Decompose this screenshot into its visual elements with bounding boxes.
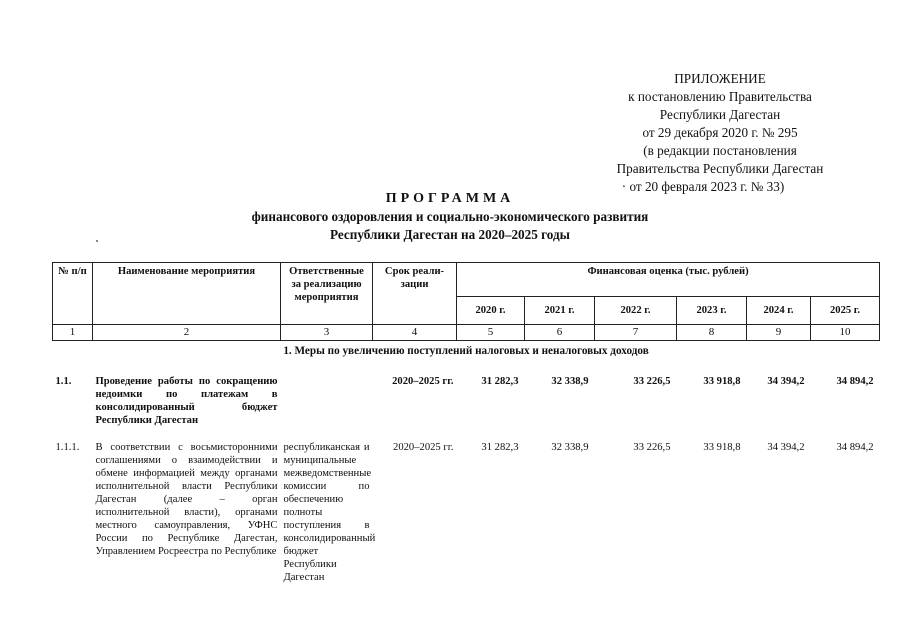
column-number: 6 xyxy=(525,325,595,341)
row-value: 32 338,9 xyxy=(551,376,589,387)
appendix-line: ПРИЛОЖЕНИЕ xyxy=(674,71,766,86)
column-number: 8 xyxy=(677,325,747,341)
title-line: Республики Дагестан на 2020–2025 годы xyxy=(330,227,570,242)
column-number: 9 xyxy=(747,325,811,341)
column-number: 2 xyxy=(93,325,281,341)
row-value: 33 226,5 xyxy=(633,442,671,453)
row-value: 33 918,8 xyxy=(703,376,741,387)
header-year: 2020 г. xyxy=(457,297,525,325)
header-financial: Финансовая оценка (тыс. рублей) xyxy=(457,263,880,297)
row-name: Проведение работы по сокращению недоимки по платежам в консолидированный бюджет Республики Дагестан xyxy=(95,376,278,426)
appendix-line: · от 20 февраля 2023 г. № 33) xyxy=(621,179,785,194)
header-responsible: Ответственные за реализацию мероприятия xyxy=(281,263,373,325)
row-value: 31 282,3 xyxy=(481,442,519,453)
appendix-line: от 29 декабря 2020 г. № 295 xyxy=(642,125,798,140)
row-number: 1.1.1. xyxy=(55,442,80,453)
appendix-line: Республики Дагестан xyxy=(659,107,781,122)
program-heading: ПРОГРАММА xyxy=(385,191,515,206)
row-value: 31 282,3 xyxy=(481,376,519,387)
appendix-line: Правительства Республики Дагестан xyxy=(616,161,824,176)
row-name: В соответствии с восьмисторонними соглашениями о взаимодействии и обмене информацией между органами исполнительной власти Республики Дагестан (далее – орган исполнительной власти), органами местного самоуправления, УФНС России по Республике Дагестан, Управлением Росреестра по Республике xyxy=(95,442,278,557)
row-value: 33 226,5 xyxy=(633,376,671,387)
column-number: 10 xyxy=(811,325,880,341)
column-number: 3 xyxy=(281,325,373,341)
header-year: 2023 г. xyxy=(677,297,747,325)
program-table xyxy=(52,262,880,586)
row-value: 34 394,2 xyxy=(767,442,805,453)
column-number: 5 xyxy=(457,325,525,341)
header-year: 2025 г. xyxy=(811,297,880,325)
section-heading: 1. Меры по увеличению поступлений налоговых и неналоговых доходов xyxy=(53,341,880,374)
row-value: 34 894,2 xyxy=(836,376,874,387)
row-responsible xyxy=(281,373,373,439)
row-value: 34 394,2 xyxy=(767,376,805,387)
appendix-line: (в редакции постановления xyxy=(643,143,797,158)
header-year: 2021 г. xyxy=(525,297,595,325)
scan-speck xyxy=(96,240,98,242)
column-number: 1 xyxy=(53,325,93,341)
header-year: 2024 г. xyxy=(747,297,811,325)
header-year: 2022 г. xyxy=(595,297,677,325)
row-value: 32 338,9 xyxy=(551,442,589,453)
appendix-block xyxy=(590,70,850,196)
header-period: Срок реали-зации xyxy=(373,263,457,325)
row-period: 2020–2025 гг. xyxy=(393,442,454,453)
row-responsible: республиканская и муниципальные межведомственные комиссии по обеспечению полноты поступления в консолидированный бюджет Республики Дагестан xyxy=(283,442,376,583)
appendix-line: к постановлению Правительства xyxy=(628,89,812,104)
row-value: 33 918,8 xyxy=(703,442,741,453)
title-line: финансового оздоровления и социально-экономического развития xyxy=(251,209,649,224)
row-value: 34 894,2 xyxy=(836,442,874,453)
row-period: 2020–2025 гг. xyxy=(392,376,454,387)
column-number: 4 xyxy=(373,325,457,341)
column-number: 7 xyxy=(595,325,677,341)
header-name: Наименование мероприятия xyxy=(93,263,281,325)
row-number: 1.1. xyxy=(55,376,72,387)
header-num: № п/п xyxy=(53,263,93,325)
document-title xyxy=(150,190,750,244)
